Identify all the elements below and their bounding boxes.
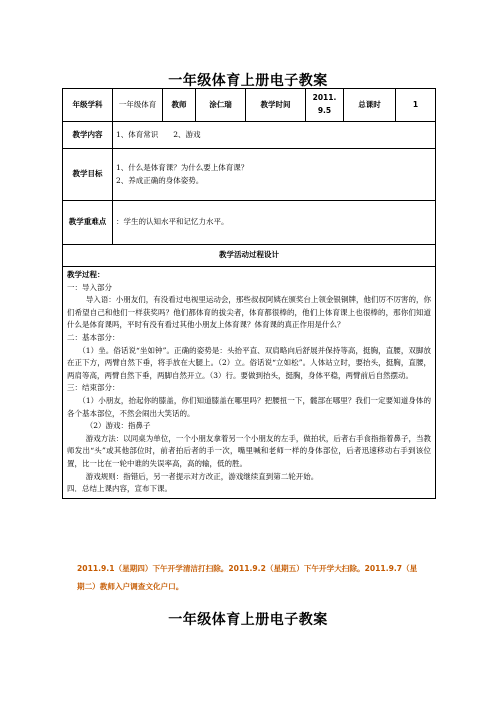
keypoints-row	[63, 201, 436, 245]
process-cell	[63, 267, 436, 499]
goals-label: 教学目标	[63, 149, 113, 201]
design-title: 教学活动过程设计	[63, 245, 436, 267]
content-label: 教学内容	[63, 122, 113, 149]
teacher-value: 涂仁瑞	[196, 89, 246, 122]
page-title: 一年级体育上册电子教案	[168, 73, 328, 89]
process-paragraph: 一：导入部分	[67, 282, 112, 292]
teacher-label: 教师	[163, 89, 196, 122]
page-title-repeat: 一年级体育上册电子教案	[168, 612, 328, 628]
goal-line: 2、养成正确的身体姿势。	[116, 175, 204, 185]
total-label: 总课时	[344, 89, 396, 122]
process-paragraph: 游戏方法：以同桌为单位，一个小朋友拿着另一个小朋友的左手，做拍状，后者右手食指指着鼻子，当教师发出“头”或其他部位时，前者拍后者的手一次，嘴里喊和老师一样的身体部位，后者迅速移动右手到该位置，比一比在一轮中谁的失误率高，高的输，低的胜。	[67, 433, 431, 468]
total-value: 1	[396, 89, 436, 122]
grade-value: 一年级体育	[113, 89, 163, 122]
process-paragraph: 游戏规则：指错后，另一者提示对方改正，游戏继续直到第二轮开始。	[85, 471, 319, 481]
process-paragraph: 三：结束部分：	[67, 383, 120, 393]
school-notice: 2011.9.1（星期四）下午开学清洁打扫除。2011.9.2（星期五）下午开学大扫除。2011.9.7（星期二）教师入户调查文化户口。	[77, 564, 418, 591]
content-value: 1、体育常识 2、游戏	[113, 122, 436, 149]
process-paragraph: （2）游戏：指鼻子	[85, 421, 151, 431]
time-value: 2011.9.5	[306, 89, 344, 122]
grade-label: 年级学科	[63, 89, 113, 122]
time-label: 教学时间	[246, 89, 306, 122]
process-row	[63, 267, 436, 499]
goals-row	[63, 149, 436, 201]
lesson-plan-table	[62, 88, 436, 499]
content-row	[63, 122, 436, 149]
goal-line: 1、什么是体育课？为什么要上体育课？	[116, 162, 249, 172]
process-paragraph: （1）坐。俗话说“坐如钟”。正确的姿势是：头抬平直、双肩略向后舒展并保持等高，挺胸，直腰，双脚放在正下方，两臂自然下垂，将手放在大腿上。（2）立。俗话说“立如松”。人体站立时，要抬头，挺胸，直腰，两肩等高，两臂自然下垂，两脚自然开立。（3）行。要做到抬头，挺胸，身体平稳，两臂前后自然摆动。	[67, 345, 431, 380]
keypoints-value: ：学生的认知水平和记忆力水平。	[113, 201, 436, 245]
design-title-row	[63, 245, 436, 267]
goals-value	[113, 149, 436, 201]
process-paragraph: 二：基本部分：	[67, 332, 120, 342]
header-row	[63, 89, 436, 122]
process-title: 教学过程：	[67, 270, 105, 279]
process-paragraph: 导入语：小朋友们，有没看过电视里运动会，那些叔叔阿姨在颁奖台上领金银铜牌，他们厉不厉害的，你们希望自己和他们一样获奖吗？他们都体育的拔尖者，体育都很棒的，他们上体育课上也很棒的，那你们知道什么是体育课吗，平时有没有看过其他小朋友上体育课？体育课的真正作用是什么？	[67, 295, 431, 330]
keypoints-label: 教学重难点	[63, 201, 113, 245]
process-paragraph: （1）小朋友，抬起你的膝盖，你们知道膝盖在哪里吗？把腰扭一下，髋部在哪里？我们一定要知道身体的各个基本部位，不然会闹出大笑话的。	[67, 395, 431, 418]
process-paragraph: 四．总结上课内容，宣布下课。	[67, 484, 172, 494]
